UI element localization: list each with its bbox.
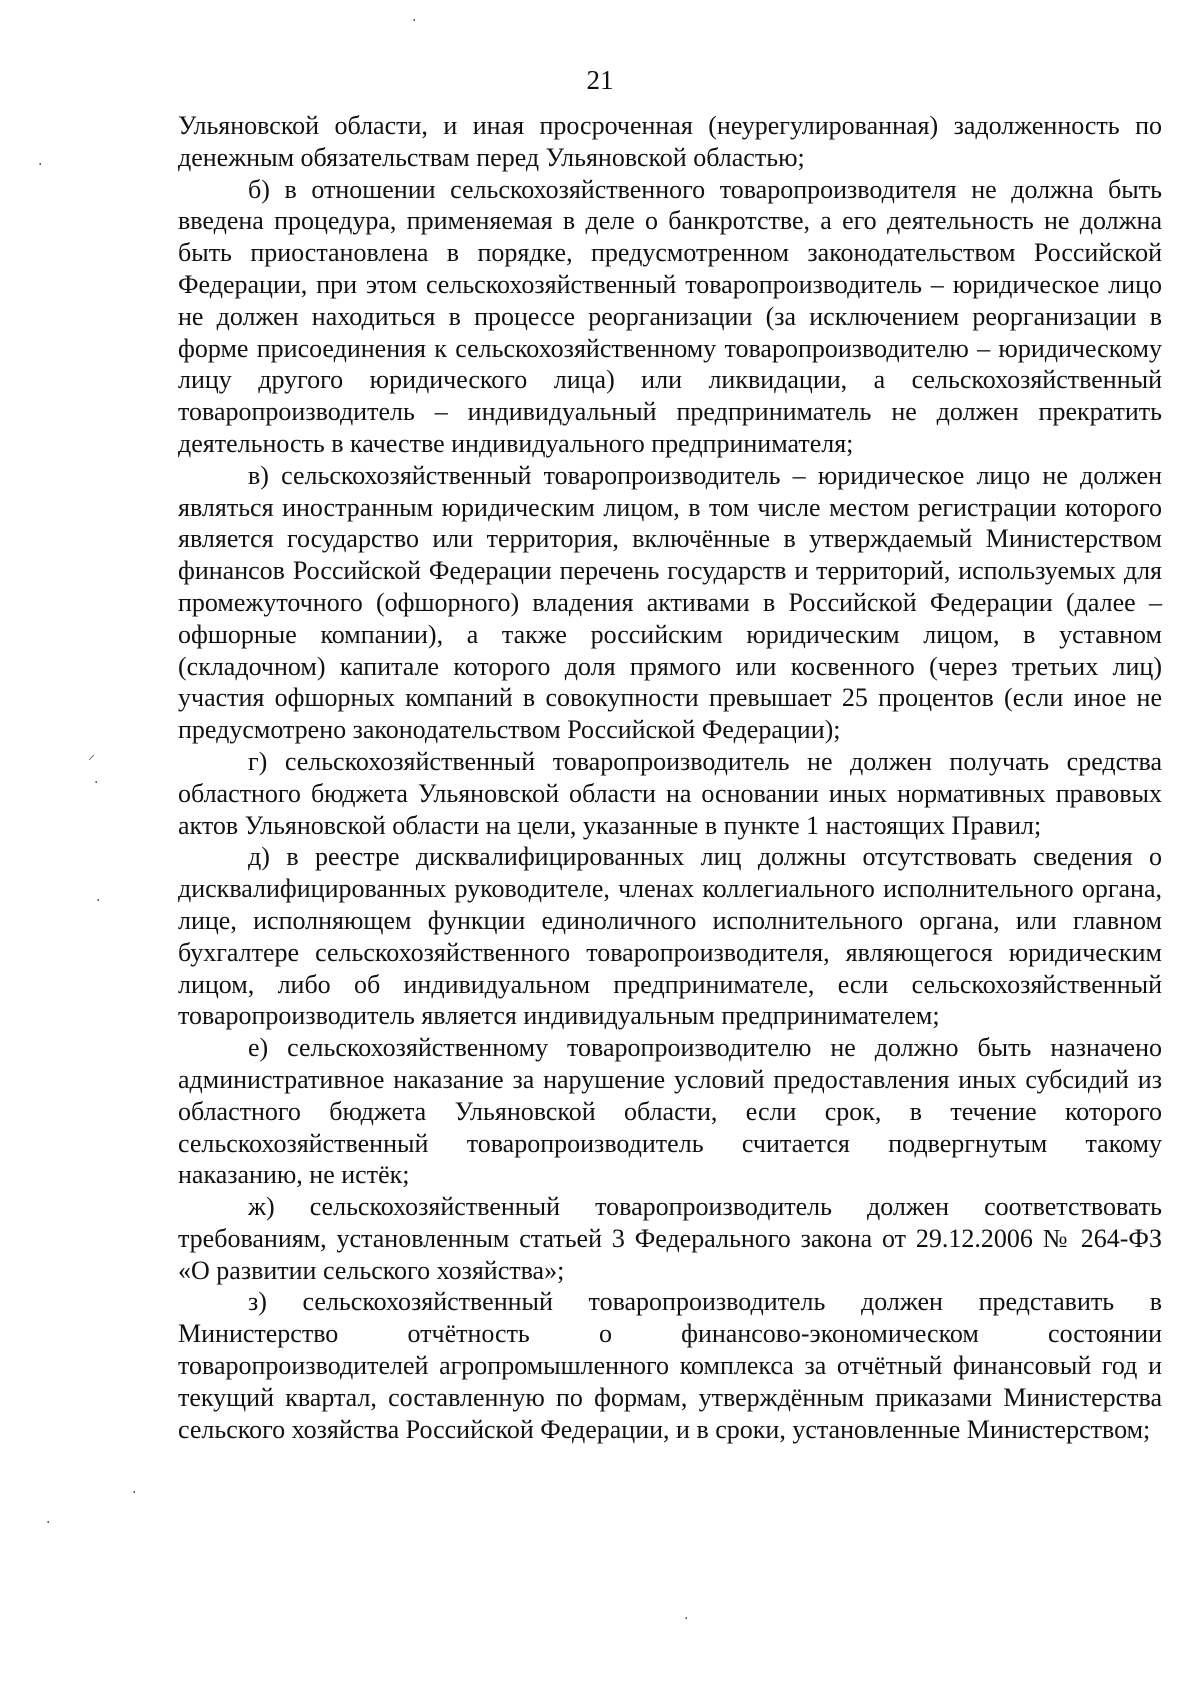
page-number: 21 <box>586 65 614 95</box>
scan-speck: · <box>132 1485 137 1501</box>
scan-speck: · <box>684 1611 689 1627</box>
paragraph-item-v: в) сельскохозяйственный товаропроизводитель – юридическое лицо не должен являться иностранным юридическим лицом, в том числе местом регистрации которого является государство или территория, включённые в утверждаемый Министерством финансов Российской Федерации перечень государств и территорий, используемых для промежуточного (офшорного) владения активами в Российской Федерации (далее – офшорные компании), а также российским юридическим лицом, в уставном (складочном) капитале которого доля прямого или косвенного (через третьих лиц) участия офшорных компаний в совокупности превышает 25 процентов (если иное не предусмотрено законодательством Российской Федерации); <box>178 460 1162 745</box>
document-body <box>178 110 1162 1445</box>
scan-speck: ⸝ <box>88 747 95 763</box>
scan-speck: · <box>46 1515 51 1531</box>
paragraph-item-d: д) в реестре дисквалифицированных лиц должны отсутствовать сведения о дисквалифицированных руководителе, членах коллегиального исполнительного органа, лице, исполняющем функции единоличного исполнительного органа, или главном бухгалтере сельскохозяйственного товаропроизводителя, являющегося юридическим лицом, либо об индивидуальном предпринимателе, если сельскохозяйственный товаропроизводитель является индивидуальным предпринимателем; <box>178 842 1162 1031</box>
paragraph-item-zh: ж) сельскохозяйственный товаропроизводитель должен соответствовать требованиям, установленным статьей 3 Федерального закона от 29.12.2006 № 264-ФЗ «О развитии сельского хозяйства»; <box>178 1192 1162 1285</box>
scan-speck: · <box>94 775 99 791</box>
paragraph-item-b: б) в отношении сельскохозяйственного товаропроизводителя не должна быть введена процедура, применяемая в деле о банкротстве, а его деятельность не должна быть приостановлена в порядке, предусмотренном законодательством Российской Федерации, при этом сельскохозяйственный товаропроизводитель – юридическое лицо не должен находиться в процессе реорганизации (за исключением реорганизации в форме присоединения к сельскохозяйственному товаропроизводителю – юридическому лицу другого юридического лица) или ликвидации, а сельскохозяйственный товаропроизводитель – индивидуальный предприниматель не должен прекратить деятельность в качестве индивидуального предпринимателя; <box>178 174 1162 458</box>
paragraph-continuation: Ульяновской области, и иная просроченная (неурегулированная) задолженность по денежным обязательствам перед Ульяновской областью; <box>178 111 1162 172</box>
scan-speck: · <box>38 157 43 173</box>
paragraph-item-e: е) сельскохозяйственному товаропроизводителю не должно быть назначено административное наказание за нарушение условий предоставления иных субсидий из областного бюджета Ульяновской области, если срок, в течение которого сельскохозяйственный товаропроизводитель считается подвергнутым такому наказанию, не истёк; <box>178 1033 1162 1190</box>
scan-speck: · <box>96 893 101 909</box>
scan-speck: · <box>412 13 417 29</box>
paragraph-item-z: з) сельскохозяйственный товаропроизводитель должен представить в Министерство отчётность о финансово-экономическом состоянии товаропроизводителей агропромышленного комплекса за отчётный финансовый год и текущий квартал, составленную по формам, утверждённым приказами Министерства сельского хозяйства Российской Федерации, и в сроки, установленные Министерством; <box>178 1287 1162 1444</box>
paragraph-item-g: г) сельскохозяйственный товаропроизводитель не должен получать средства областного бюджета Ульяновской области на основании иных нормативных правовых актов Ульяновской области на цели, указанные в пункте 1 настоящих Правил; <box>178 746 1162 840</box>
